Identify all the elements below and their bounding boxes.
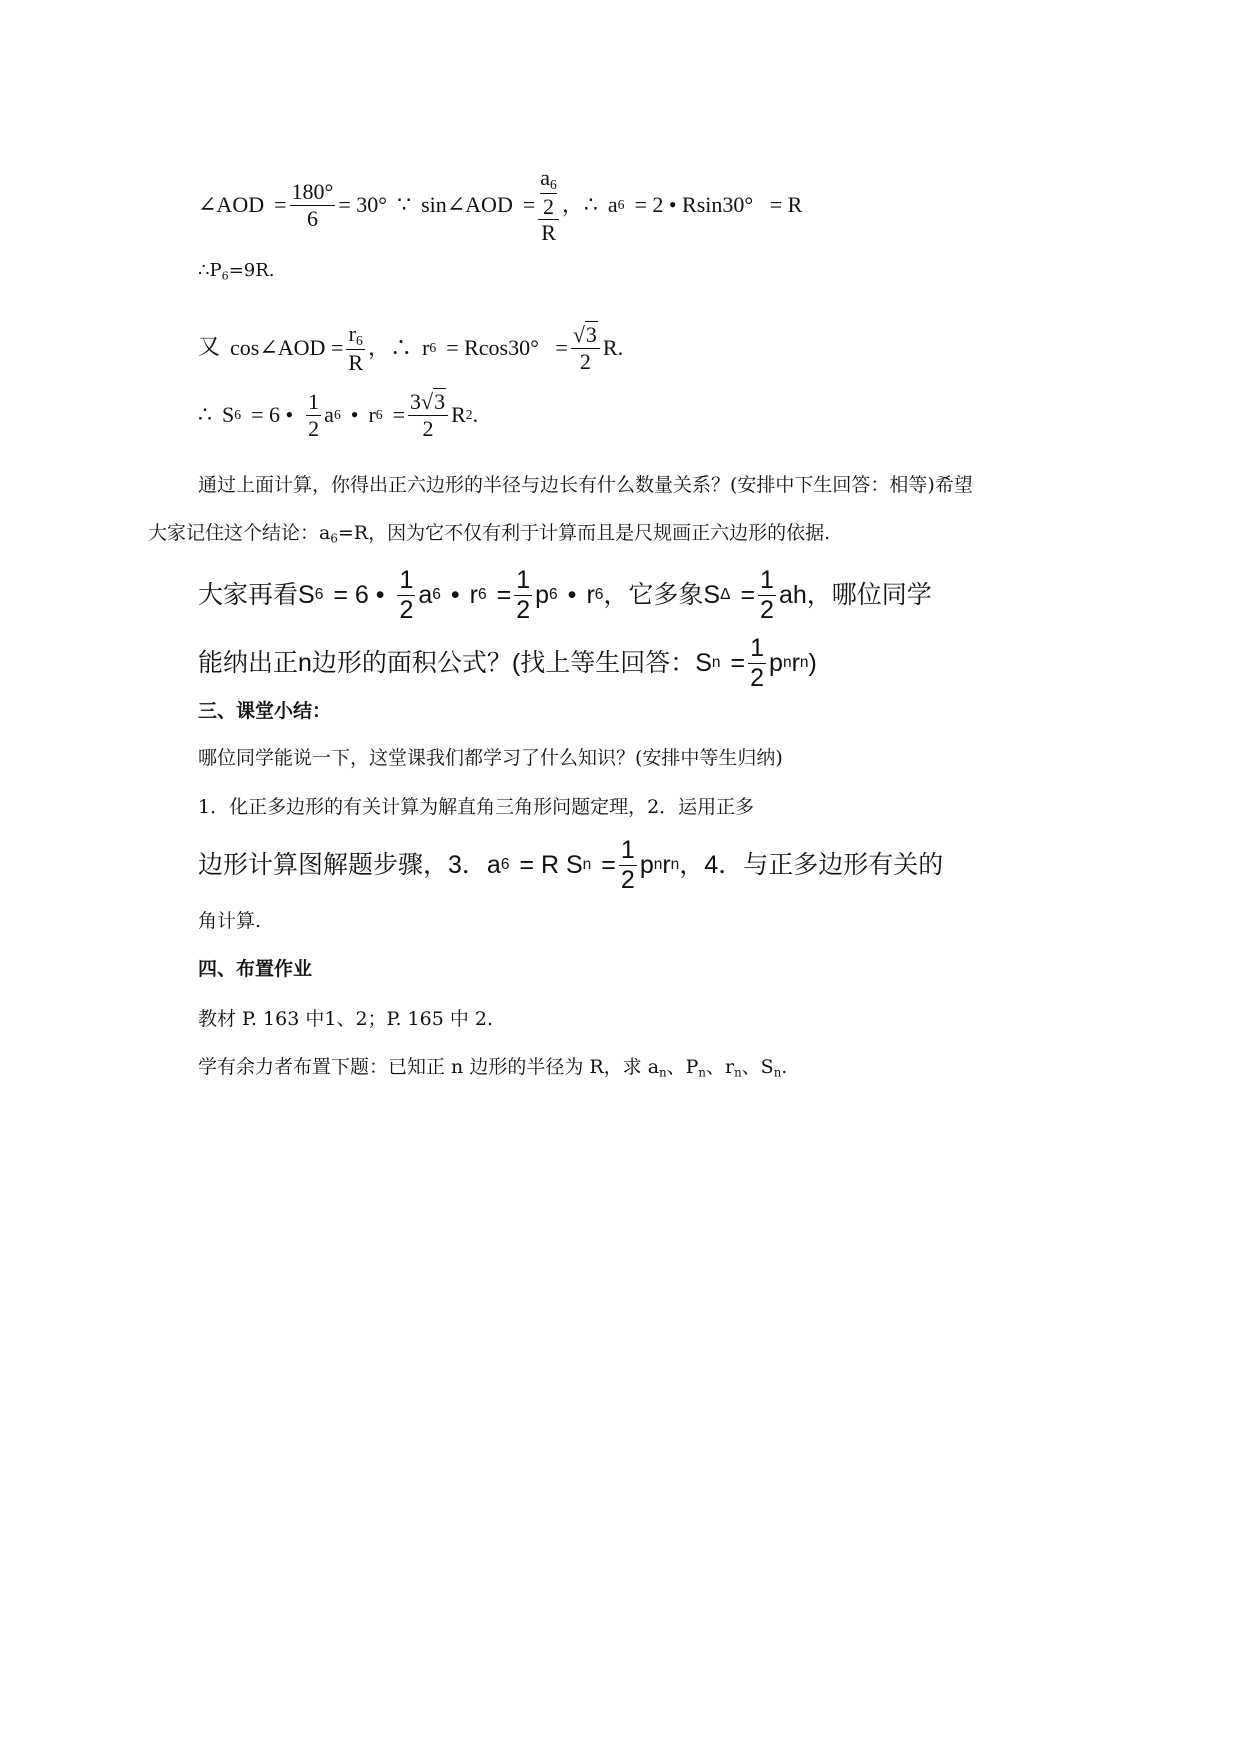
formula-area-hexagon-line: 大家再看S 6 = 6 • $\frac{1}{2}$ a 6 • r 6 = $\frac{1}{2}$ p 6 • r 6 ，它多象S Δ = $\frac{1}{2}$ ah，哪位同学	[198, 565, 932, 624]
paragraph-hexagon-relation-2: 大家记住这个结论：$a_6=R$，因为它不仅有利于计算而且是尺规画正六边形的依据.	[148, 522, 831, 546]
paragraph-homework-extra: 学有余力者布置下题：已知正 n 边形的半径为 R，求 $a_n$、$P_n$、$r_n$、$S_n$.	[198, 1056, 788, 1080]
section-heading-summary: 三、课堂小结：	[198, 700, 332, 722]
fraction-3sqrt3-over-2: $\frac{3√3}{2}$	[408, 389, 448, 441]
formula-p6: $\therefore P_6=9R$.	[198, 260, 275, 283]
paragraph-hexagon-relation-1: 通过上面计算，你得出正六边形的半径与边长有什么数量关系？(安排中下生回答：相等)希望	[198, 474, 973, 496]
fraction-r6-over-r: $\frac{r_6}{R}$	[348, 320, 364, 375]
paragraph-homework-textbook: 教材 P. 163 中1、2；P. 165 中 2.	[198, 1008, 494, 1030]
paragraph-summary-points-3: 角计算.	[198, 910, 262, 932]
formula-area-polygon-line: 能纳出正n边形的面积公式？(找上等生回答：S n = $\frac{1}{2}$ p n r n )	[198, 633, 817, 692]
section-heading-homework: 四、布置作业	[198, 958, 313, 980]
paragraph-summary-points-2: 边形计算图解题步骤，3．a 6 = R S n = $\frac{1}{2}$ p n r n ，4．与正多边形有关的	[198, 835, 944, 894]
formula-angle-aod: ∠AOD = $\frac{180^\circ}{6}$ = 30° ∵ sin∠AOD = $a_6$ 2 R ， ∴ a 6 = 2 • Rsin30° = R	[198, 164, 803, 245]
fraction-sqrt3-over-2: $\frac{√3}{2}$	[571, 322, 600, 374]
paragraph-summary-points-1: 1．化正多边形的有关计算为解直角三角形问题定理，2．运用正多	[198, 796, 755, 818]
formula-cos-aod: 又 cos∠AOD = $\frac{r_6}{R}$ ，∴ r 6 = Rcos30° = $\frac{√3}{2}$ R.	[198, 320, 624, 375]
fraction-180-over-6: $\frac{180^\circ}{6}$	[291, 179, 334, 231]
paragraph-summary-question: 哪位同学能说一下，这堂课我们都学习了什么知识？(安排中等生归纳)	[198, 747, 783, 769]
formula-s6: ∴ S 6 = 6 • $\frac{1}{2}$ a 6 • r 6 = $\frac{3√3}{2}$ R 2 .	[198, 389, 479, 441]
angle-label: ∠AOD	[198, 192, 265, 217]
fraction-one-half: $\frac{1}{2}$	[308, 389, 320, 441]
fraction-a6-half-over-r: $a_6$ 2 R	[540, 164, 557, 245]
